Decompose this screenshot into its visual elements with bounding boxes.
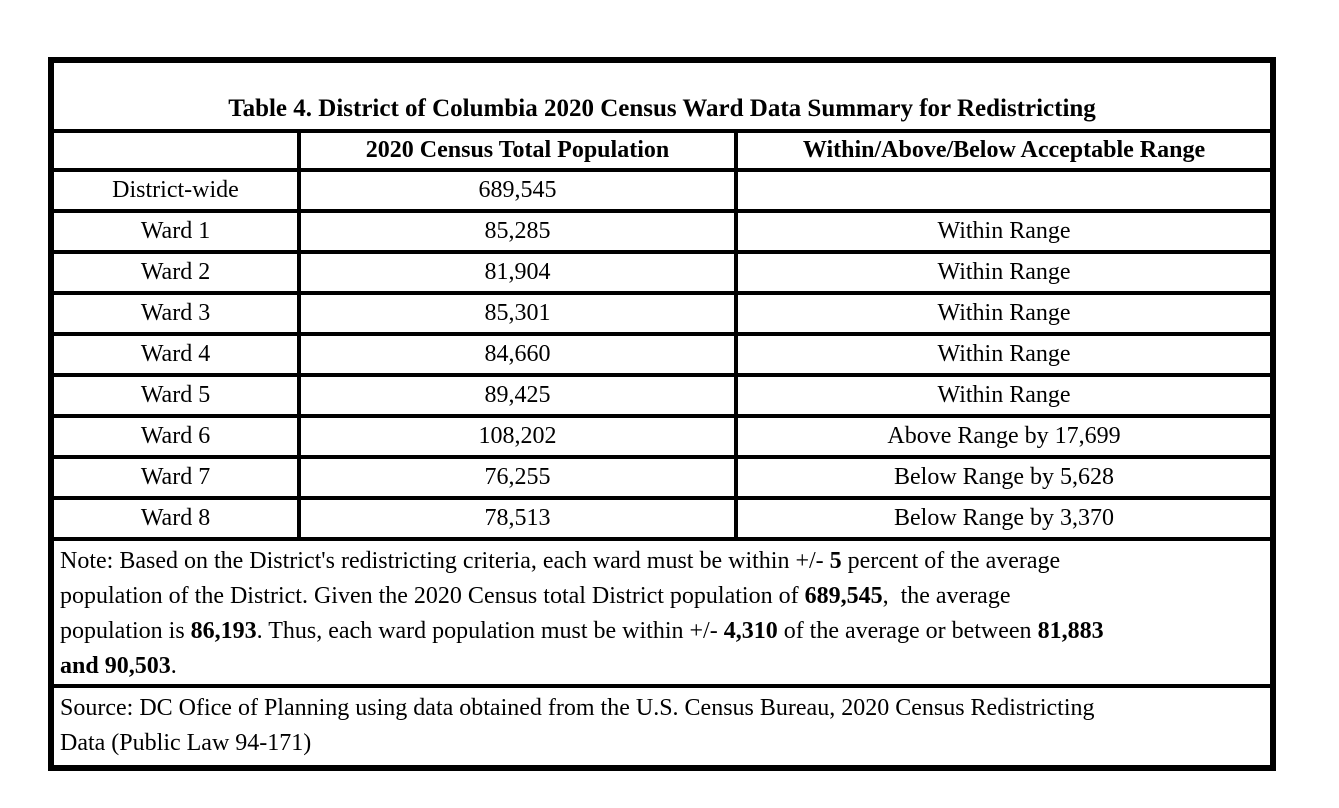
table-row [51, 211, 1273, 252]
population-cell: 89,425 [299, 375, 736, 416]
note-text-segment: Note: Based on the District's redistricting criteria, each ward must be within +/- [60, 548, 830, 574]
note-text-segment: , the average [882, 583, 1011, 609]
population-cell: 76,255 [299, 457, 736, 498]
table-row [51, 416, 1273, 457]
population-cell: 78,513 [299, 498, 736, 539]
table-row [51, 457, 1273, 498]
range-status-cell [736, 170, 1273, 211]
header-cell-population: 2020 Census Total Population [299, 131, 736, 170]
range-status-cell: Within Range [736, 334, 1273, 375]
note-line [60, 579, 1262, 614]
range-status-cell: Below Range by 3,370 [736, 498, 1273, 539]
note-text-segment: . [170, 653, 177, 679]
ward-label-cell: Ward 8 [51, 498, 299, 539]
range-status-cell: Above Range by 17,699 [736, 416, 1273, 457]
ward-label-cell: Ward 4 [51, 334, 299, 375]
note-text-segment-bold: 86,193 [190, 618, 257, 644]
header-cell-range: Within/Above/Below Acceptable Range [736, 131, 1273, 170]
ward-label-cell: Ward 6 [51, 416, 299, 457]
ward-label-cell: Ward 7 [51, 457, 299, 498]
population-cell: 689,545 [299, 170, 736, 211]
population-cell: 85,285 [299, 211, 736, 252]
table-row [51, 334, 1273, 375]
ward-label-cell: Ward 3 [51, 293, 299, 334]
ward-label-cell: Ward 1 [51, 211, 299, 252]
ward-label-cell: Ward 5 [51, 375, 299, 416]
note-line [60, 614, 1262, 649]
note-text-segment-bold: 5 [829, 548, 842, 574]
range-status-cell: Below Range by 5,628 [736, 457, 1273, 498]
table-title: Table 4. District of Columbia 2020 Census Ward Data Summary for Redistricting [51, 60, 1273, 131]
source-row [51, 686, 1273, 768]
ward-label-cell: Ward 2 [51, 252, 299, 293]
note-text-segment: . Thus, each ward population must be within +/- [256, 618, 724, 644]
table-row [51, 498, 1273, 539]
note-text-segment-bold: 4,310 [723, 618, 778, 644]
source-cell [51, 686, 1273, 768]
table-row [51, 293, 1273, 334]
census-ward-table [48, 57, 1276, 771]
range-status-cell: Within Range [736, 252, 1273, 293]
range-status-cell: Within Range [736, 211, 1273, 252]
table-title-row [51, 60, 1273, 131]
note-text-segment: of the average or between [777, 618, 1038, 644]
ward-label-cell: District-wide [51, 170, 299, 211]
population-cell: 85,301 [299, 293, 736, 334]
table-row [51, 375, 1273, 416]
note-text-segment-bold: 689,545 [804, 583, 883, 609]
table-header-row [51, 131, 1273, 170]
population-cell: 108,202 [299, 416, 736, 457]
note-text-segment: percent of the average [841, 548, 1061, 574]
note-text-segment: population of the District. Given the 2020 Census total District population of [60, 583, 805, 609]
population-cell: 81,904 [299, 252, 736, 293]
range-status-cell: Within Range [736, 293, 1273, 334]
note-line [60, 649, 1262, 684]
note-text-segment: population is [60, 618, 191, 644]
note-text-segment-bold: 81,883 [1037, 618, 1104, 644]
source-line: Data (Public Law 94-171) [60, 730, 312, 756]
note-line [60, 544, 1262, 579]
note-cell [51, 539, 1273, 686]
range-status-cell: Within Range [736, 375, 1273, 416]
note-text-segment-bold: and 90,503 [60, 653, 171, 679]
table-row [51, 252, 1273, 293]
table-row [51, 170, 1273, 211]
source-line: Source: DC Ofice of Planning using data obtained from the U.S. Census Bureau, 2020 Census Redistricting [60, 695, 1095, 721]
header-cell-ward [51, 131, 299, 170]
note-row [51, 539, 1273, 686]
population-cell: 84,660 [299, 334, 736, 375]
